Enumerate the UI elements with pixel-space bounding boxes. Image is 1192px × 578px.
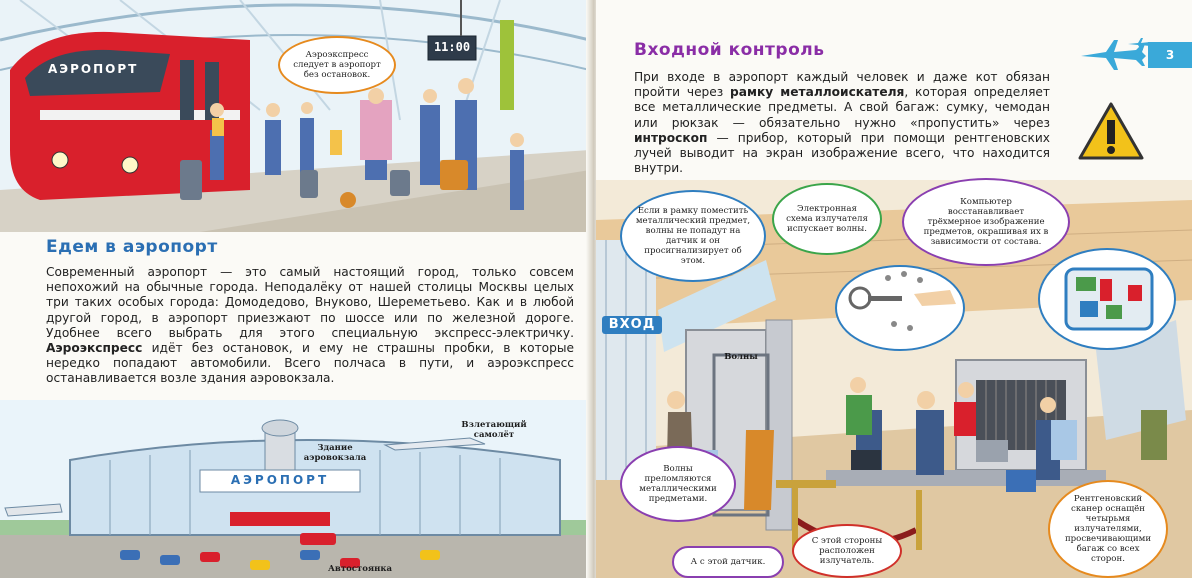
label-building: Здание аэровокзала [303, 443, 367, 463]
left-page [0, 0, 590, 578]
station-illustration [0, 0, 590, 232]
label-parking: Автостоянка [327, 564, 393, 574]
train-sign: АЭРОПОРТ [48, 62, 139, 76]
entrance-sign: ВХОД [602, 316, 662, 334]
right-page [596, 0, 1192, 578]
callout-emitter: Электронная схема излучателя испускает волны. [772, 183, 882, 255]
frame-label: Волны [724, 352, 758, 362]
callout-this-side: С этой стороны расположен излучатель. [792, 524, 902, 578]
warning-icon [1076, 100, 1146, 162]
left-body-text: Современный аэропорт — это самый настоящий город, только совсем непохожий на обычные города. Неподалёку от нашей столицы Москвы целых три таких особых города: Домодедово, Внуково, Шереметьево. Как и в любой другой город, в аэропорт приезжают по шоссе или по железной дороге. Удобнее всего выбрать для этого специальную экспресс-электричку. Аэроэкспресс идёт без остановок, и ему не страшны пробки, в которые нередко попадают автомобили. Всего полчаса в пути, и аэроэкспресс останавливается возле здания аэровокзала. [46, 265, 574, 386]
callout-xray: Рентгеновский сканер оснащён четырьмя излучателями, просвечивающими багаж со всех сторон. [1048, 480, 1168, 578]
plane-silhouettes [1076, 34, 1156, 74]
label-plane: Взлетающий самолёт [461, 420, 527, 440]
left-page-title: Едем в аэропорт [46, 237, 218, 257]
callout-sensor: А с этой датчик. [672, 546, 784, 578]
metal-items-bubble [832, 262, 968, 354]
terminal-sign: АЭРОПОРТ [230, 473, 330, 487]
right-body-text: При входе в аэропорт каждый человек и даже кот обязан пройти через рамку металлоискателя, которая определяет все металлические предметы. А свой багаж: сумку, чемодан или рюкзак — обязательно нужно «пропустить» через интроскоп — прибор, который при помощи рентгеновских лучей выводит на экран изображение всего, что находится внутри. [634, 70, 1051, 176]
page-number: 3 [1148, 42, 1192, 68]
xray-screen-bubble [1036, 245, 1178, 353]
callout-express: Аэроэкспресс следует в аэропорт без остановок. [278, 36, 396, 94]
callout-computer: Компьютер восстанавливает трёхмерное изображение предметов, окрашивая их в зависимости от состава. [902, 178, 1070, 266]
right-page-title: Входной контроль [634, 40, 825, 60]
callout-refracted: Волны преломляются металлическими предметами. [620, 446, 736, 522]
callout-frame-detect: Если в рамку поместить металлический предмет, волны не попадут на датчик и он просигнализирует об этом. [620, 190, 766, 282]
platform-clock: 11:00 [433, 40, 471, 54]
